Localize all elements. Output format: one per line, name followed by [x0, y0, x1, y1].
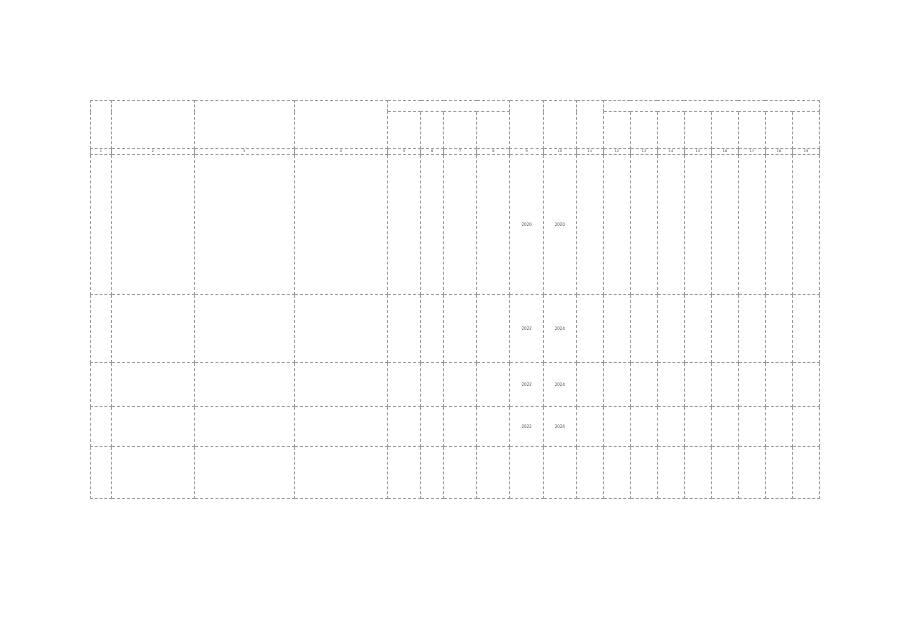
- value-cell: [576, 447, 603, 499]
- year-end: [543, 447, 576, 499]
- table-row: [91, 407, 820, 447]
- value-cell: [684, 295, 711, 363]
- cell-norm-d: [477, 155, 510, 295]
- value-cell: [792, 155, 819, 295]
- cell-norm-a: [387, 295, 420, 363]
- value-cell: [576, 295, 603, 363]
- colnum: 3: [194, 149, 294, 155]
- cell-norm-a: [387, 447, 420, 499]
- indicator-text: [294, 295, 387, 363]
- header-event: [111, 101, 194, 149]
- colnum: 16: [711, 149, 738, 155]
- value-cell: [657, 407, 684, 447]
- value-cell: [792, 363, 819, 407]
- row-number: [91, 155, 112, 295]
- row-number: [91, 363, 112, 407]
- year-end: 2024: [543, 407, 576, 447]
- table-row: [91, 295, 820, 363]
- indicator-text: [294, 363, 387, 407]
- value-cell: [738, 363, 765, 407]
- value-cell: [603, 295, 630, 363]
- cell-norm-d: [477, 447, 510, 499]
- year-start: 2020: [510, 155, 543, 295]
- colnum: 13: [630, 149, 657, 155]
- value-cell: [738, 295, 765, 363]
- value-cell: [738, 155, 765, 295]
- indicator-text: [294, 407, 387, 447]
- header-y1: [603, 112, 630, 149]
- cell-norm-c: [444, 407, 477, 447]
- value-cell: [603, 155, 630, 295]
- docs-text: [194, 363, 294, 407]
- value-cell: [657, 155, 684, 295]
- row-number: [91, 447, 112, 499]
- colnum: 14: [657, 149, 684, 155]
- header-y6: [738, 112, 765, 149]
- colnum: 10: [543, 149, 576, 155]
- cell-norm-b: [421, 295, 444, 363]
- cell-norm-b: [421, 363, 444, 407]
- colnum: 2: [111, 149, 194, 155]
- year-end: 2020: [543, 155, 576, 295]
- cell-norm-b: [421, 447, 444, 499]
- value-cell: [765, 447, 792, 499]
- value-cell: [576, 155, 603, 295]
- colnum: 11: [576, 149, 603, 155]
- event-name: [111, 295, 194, 363]
- year-end: 2024: [543, 295, 576, 363]
- colnum: 6: [421, 149, 444, 155]
- value-cell: [657, 295, 684, 363]
- header-y2: [630, 112, 657, 149]
- colnum: 18: [765, 149, 792, 155]
- value-cell: [603, 447, 630, 499]
- table-row: [91, 447, 820, 499]
- table-row: [91, 155, 820, 295]
- header-y4: [684, 112, 711, 149]
- header-group-norm: [387, 101, 510, 112]
- value-cell: [630, 363, 657, 407]
- year-start: 2022: [510, 295, 543, 363]
- colnum: 19: [792, 149, 819, 155]
- value-cell: [765, 155, 792, 295]
- header-indicator: [294, 101, 387, 149]
- value-cell: [711, 155, 738, 295]
- value-cell: [630, 295, 657, 363]
- colnum: 9: [510, 149, 543, 155]
- value-cell: [765, 363, 792, 407]
- header-sub-b: [421, 112, 444, 149]
- docs-text: [194, 295, 294, 363]
- colnum: 7: [444, 149, 477, 155]
- value-cell: [711, 447, 738, 499]
- header-sub-d: [477, 112, 510, 149]
- cell-norm-c: [444, 295, 477, 363]
- header-sub-a: [387, 112, 420, 149]
- cell-norm-d: [477, 363, 510, 407]
- cell-norm-a: [387, 155, 420, 295]
- cell-norm-c: [444, 363, 477, 407]
- value-cell: [630, 155, 657, 295]
- year-start: 2022: [510, 407, 543, 447]
- header-no: [91, 101, 112, 149]
- indicator-text: [294, 447, 387, 499]
- value-cell: [792, 447, 819, 499]
- value-cell: [630, 447, 657, 499]
- event-name: [111, 407, 194, 447]
- row-number: [91, 295, 112, 363]
- value-cell: [630, 407, 657, 447]
- value-cell: [711, 295, 738, 363]
- header-sub-c: [444, 112, 477, 149]
- year-start: [510, 447, 543, 499]
- value-cell: [657, 363, 684, 407]
- cell-norm-a: [387, 407, 420, 447]
- colnum: 15: [684, 149, 711, 155]
- cell-norm-b: [421, 155, 444, 295]
- indicator-text: [294, 155, 387, 295]
- value-cell: [684, 155, 711, 295]
- year-end: 2024: [543, 363, 576, 407]
- row-number: [91, 407, 112, 447]
- value-cell: [576, 363, 603, 407]
- cell-norm-a: [387, 363, 420, 407]
- header-y5: [711, 112, 738, 149]
- value-cell: [684, 447, 711, 499]
- cell-norm-c: [444, 447, 477, 499]
- value-cell: [792, 407, 819, 447]
- header-year-start: [510, 101, 543, 149]
- table-row: [91, 363, 820, 407]
- header-last: [792, 112, 819, 149]
- header-docs: [194, 101, 294, 149]
- colnum: 8: [477, 149, 510, 155]
- docs-text: [194, 407, 294, 447]
- colnum: 5: [387, 149, 420, 155]
- event-table: [90, 100, 820, 499]
- colnum: 4: [294, 149, 387, 155]
- event-name: [111, 447, 194, 499]
- value-cell: [738, 407, 765, 447]
- year-start: 2022: [510, 363, 543, 407]
- value-cell: [657, 447, 684, 499]
- colnum: 12: [603, 149, 630, 155]
- value-cell: [603, 363, 630, 407]
- value-cell: [711, 363, 738, 407]
- header-year-end: [543, 101, 576, 149]
- colnum: 17: [738, 149, 765, 155]
- docs-text: [194, 447, 294, 499]
- cell-norm-c: [444, 155, 477, 295]
- cell-norm-b: [421, 407, 444, 447]
- event-name: [111, 155, 194, 295]
- cell-norm-d: [477, 407, 510, 447]
- header-y7: [765, 112, 792, 149]
- value-cell: [738, 447, 765, 499]
- docs-text: [194, 155, 294, 295]
- header-row-1: [91, 101, 820, 112]
- header-base: [576, 101, 603, 149]
- value-cell: [576, 407, 603, 447]
- value-cell: [765, 407, 792, 447]
- value-cell: [684, 407, 711, 447]
- header-group-values: [603, 101, 819, 112]
- value-cell: [765, 295, 792, 363]
- event-name: [111, 363, 194, 407]
- header-y3: [657, 112, 684, 149]
- cell-norm-d: [477, 295, 510, 363]
- value-cell: [684, 363, 711, 407]
- value-cell: [792, 295, 819, 363]
- value-cell: [711, 407, 738, 447]
- value-cell: [603, 407, 630, 447]
- colnum: 1: [91, 149, 112, 155]
